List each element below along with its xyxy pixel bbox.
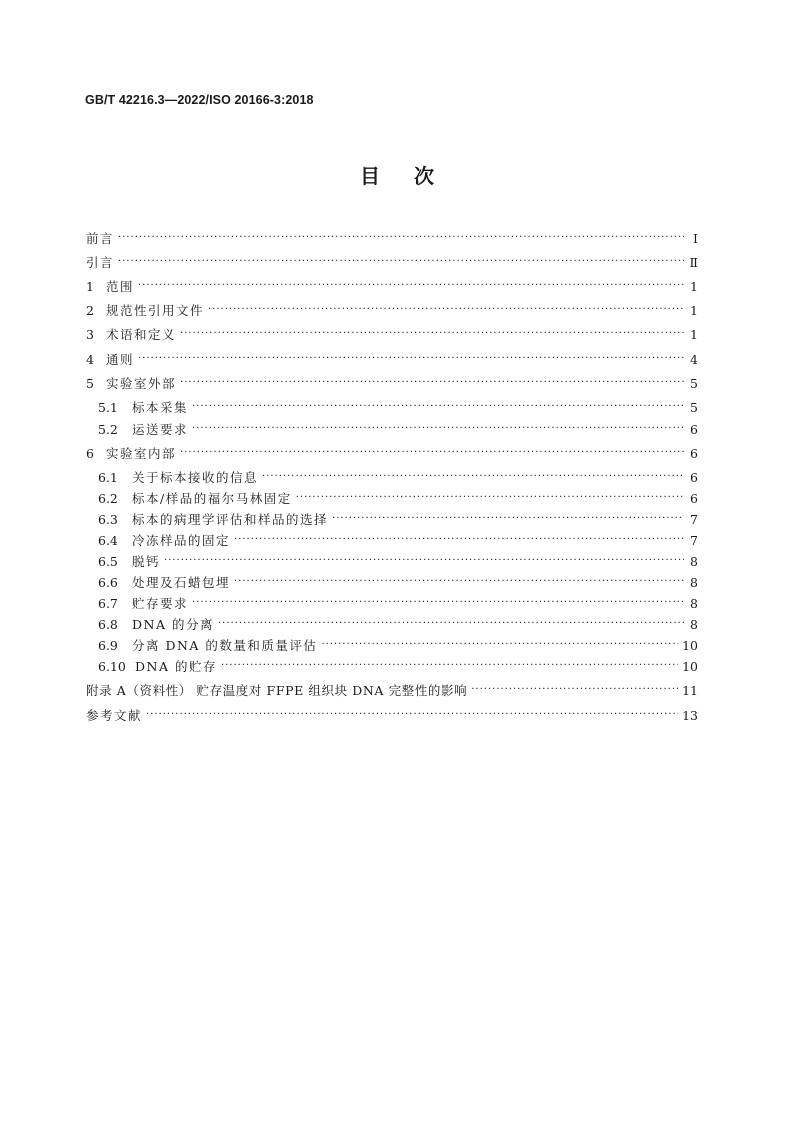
toc-entry-page: 6 [690,421,698,437]
toc-entry-label: 实验室内部 [106,446,177,461]
toc-leader [118,229,684,247]
toc-entry-label: 规范性引用文件 [106,303,205,318]
toc-entry-5-2[interactable] [98,420,698,438]
toc-leader [234,573,684,591]
toc-entry-label: 标本采集 [132,400,189,415]
toc-entry-page: Ⅱ [689,254,698,270]
toc-entry-page: 5 [690,375,698,391]
toc-leader [138,277,684,295]
toc-entry-6-10[interactable] [98,657,698,675]
toc-entry-6-4[interactable] [98,531,698,549]
toc-entry-6-3[interactable] [98,510,698,528]
toc-entry-label: 分离 DNA 的数量和质量评估 [132,638,318,653]
toc-leader [138,350,684,368]
toc-leader [332,510,684,528]
toc-entry-6-9[interactable] [98,636,698,654]
toc-entry-page: 5 [690,399,698,415]
toc-entry-number: 5.1 [98,399,118,415]
toc-entry-bibliography[interactable] [86,706,698,724]
toc-entry-number: 6.10 [98,658,126,674]
toc-entry-label: 冷冻样品的固定 [132,533,231,548]
toc-leader [146,706,678,724]
toc-leader [180,444,684,462]
toc-entry-5[interactable] [86,374,698,392]
toc-entry-number: 1 [86,278,94,294]
toc-leader [192,420,684,438]
toc-entry-page: 8 [690,574,698,590]
toc-entry-page: 4 [690,351,698,367]
toc-entry-3[interactable] [86,325,698,343]
toc-entry-page: Ⅰ [693,230,698,246]
toc-entry-page: 13 [682,707,698,723]
toc-entry-number: 6.9 [98,637,118,653]
toc-entry-foreword[interactable] [86,229,698,247]
toc-entry-annex-a[interactable] [86,681,698,699]
title-char-left: 目 [360,164,380,188]
toc-entry-6-6[interactable] [98,573,698,591]
toc-entry-label: DNA 的分离 [132,617,214,632]
toc-entry-page: 1 [690,326,698,342]
toc-entry-page: 7 [690,511,698,527]
toc-leader [118,253,684,271]
title-char-right: 次 [414,164,434,188]
toc-entry-number: 4 [86,351,94,367]
toc-leader [234,531,684,549]
toc-entry-label: 实验室外部 [106,376,177,391]
toc-entry-number: 5.2 [98,421,118,437]
toc-entry-label: 处理及石蜡包埋 [132,575,231,590]
toc-entry-label: 标本的病理学评估和样品的选择 [132,512,329,527]
toc-entry-number: 6.8 [98,616,118,632]
toc-entry-label: 前言 [86,231,115,246]
toc-entry-label: 附录 A（资料性） 贮存温度对 FFPE 组织块 DNA 完整性的影响 [86,683,468,698]
toc-leader [208,301,684,319]
toc-entry-label: 脱钙 [132,554,161,569]
toc-leader [192,398,684,416]
toc-entry-number: 5 [86,375,94,391]
toc-entry-label: 通则 [106,352,135,367]
toc-entry-number: 6.4 [98,532,118,548]
toc-entry-page: 6 [690,469,698,485]
toc-entry-number: 2 [86,302,94,318]
toc-entry-page: 1 [690,302,698,318]
toc-entry-label: 关于标本接收的信息 [132,470,259,485]
toc-entry-page: 11 [682,682,698,698]
toc-entry-label: 贮存要求 [132,596,189,611]
toc-entry-page: 1 [690,278,698,294]
toc-entry-4[interactable] [86,350,698,368]
toc-entry-number: 3 [86,326,94,342]
toc-entry-6-8[interactable] [98,615,698,633]
toc-leader [221,657,678,675]
toc-leader [180,325,684,343]
toc-leader [218,615,684,633]
toc-leader [164,552,684,570]
toc-entry-page: 8 [690,553,698,569]
toc-entry-1[interactable] [86,277,698,295]
toc-entry-label: 范围 [106,279,135,294]
toc-leader [321,636,678,654]
toc-entry-label: 标本/样品的福尔马林固定 [132,491,292,506]
toc-entry-5-1[interactable] [98,398,698,416]
toc-entry-6-2[interactable] [98,489,698,507]
toc-entry-number: 6.3 [98,511,118,527]
toc-entry-label: 术语和定义 [106,327,177,342]
toc-entry-number: 6.6 [98,574,118,590]
toc-entry-page: 10 [682,637,698,653]
standard-code: GB/T 42216.3—2022/ISO 20166-3:2018 [85,93,314,107]
toc-entry-label: 参考文献 [86,708,143,723]
toc-entry-page: 8 [690,616,698,632]
toc-entry-6-1[interactable] [98,468,698,486]
toc-entry-page: 6 [690,445,698,461]
toc-entry-page: 8 [690,595,698,611]
toc-entry-page: 6 [690,490,698,506]
toc-entry-2[interactable] [86,301,698,319]
toc-entry-6[interactable] [86,444,698,462]
toc-entry-introduction[interactable] [86,253,698,271]
toc-entry-label: 引言 [86,255,115,270]
toc-entry-label: 运送要求 [132,422,189,437]
toc-leader [262,468,684,486]
toc-entry-number: 6.1 [98,469,118,485]
toc-entry-6-7[interactable] [98,594,698,612]
toc-leader [471,681,678,699]
toc-entry-number: 6.5 [98,553,118,569]
toc-entry-number: 6.2 [98,490,118,506]
toc-entry-page: 7 [690,532,698,548]
toc-entry-6-5[interactable] [98,552,698,570]
toc-entry-label: DNA 的贮存 [135,659,217,674]
toc-entry-number: 6 [86,445,94,461]
toc-leader [192,594,684,612]
toc-entry-number: 6.7 [98,595,118,611]
toc-entry-page: 10 [682,658,698,674]
toc-leader [180,374,684,392]
toc-leader [296,489,684,507]
